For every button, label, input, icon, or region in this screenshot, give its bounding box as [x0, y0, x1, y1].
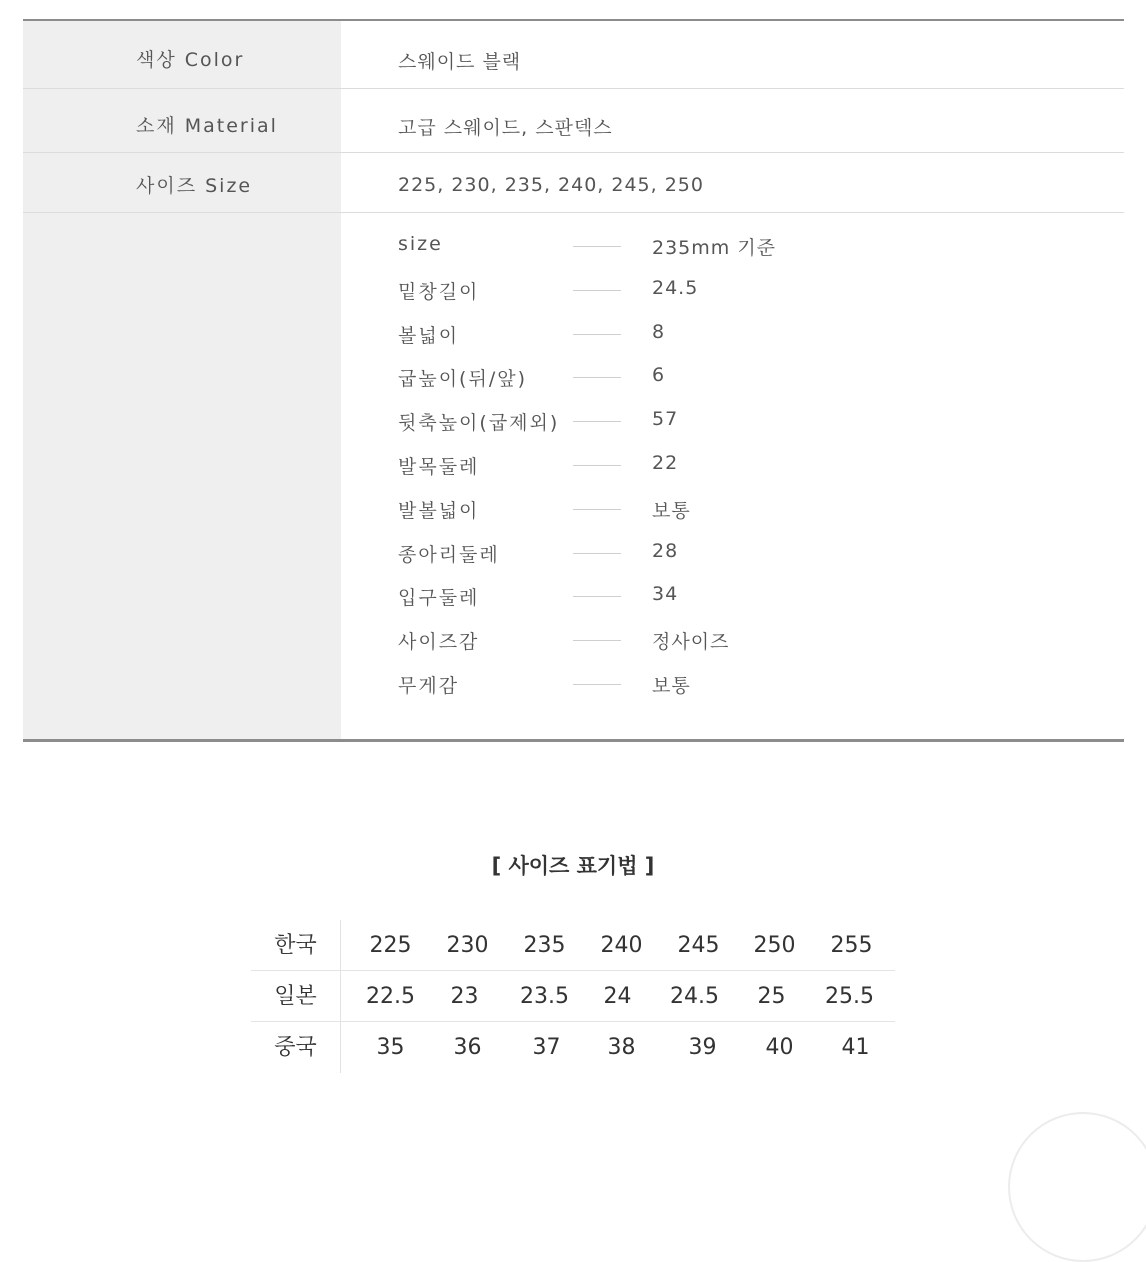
size-cell: 35 [376, 1035, 405, 1060]
spec-value: 고급 스웨이드, 스판덱스 [398, 117, 613, 139]
size-row-korea [251, 920, 895, 971]
detail-divider [573, 421, 621, 422]
detail-name: 종아리둘레 [398, 543, 500, 566]
detail-row [398, 408, 998, 452]
detail-row [398, 364, 998, 408]
detail-divider [573, 553, 621, 554]
detail-row [398, 540, 998, 584]
size-chart-title: [ 사이즈 표기법 ] [491, 854, 655, 878]
size-cell: 39 [688, 1035, 717, 1060]
detail-value: 보통 [652, 674, 691, 697]
size-detail-list [398, 233, 998, 715]
size-cell: 235 [523, 933, 566, 958]
detail-divider [573, 334, 621, 335]
detail-name: 밑창길이 [398, 280, 480, 303]
detail-divider [573, 377, 621, 378]
detail-divider [573, 509, 621, 510]
detail-value: 보통 [652, 499, 691, 522]
detail-value: 8 [652, 320, 666, 343]
detail-value: 235mm 기준 [652, 237, 777, 259]
size-cell: 24.5 [670, 984, 719, 1009]
detail-row [398, 627, 998, 671]
detail-divider [573, 465, 621, 466]
size-cell: 250 [753, 933, 796, 958]
detail-value: 57 [652, 408, 679, 431]
detail-name: 볼넓이 [398, 324, 460, 347]
detail-name: size [398, 233, 443, 255]
detail-row [398, 321, 998, 365]
size-cell: 245 [677, 933, 720, 958]
size-cell: 37 [532, 1035, 561, 1060]
size-cell: 23.5 [520, 984, 569, 1009]
detail-divider [573, 290, 621, 291]
size-row-japan [251, 971, 895, 1022]
size-cell: 41 [841, 1035, 870, 1060]
detail-name: 뒷축높이(굽제외) [398, 412, 560, 435]
detail-name: 무게감 [398, 674, 460, 697]
spec-label: 소재 Material [136, 115, 278, 137]
size-cell: 24 [603, 984, 632, 1009]
size-cell: 230 [446, 933, 489, 958]
detail-row [398, 583, 998, 627]
detail-value: 28 [652, 539, 679, 562]
size-cell: 255 [830, 933, 873, 958]
decorative-circle [1008, 1112, 1146, 1262]
spec-value: 스웨이드 블랙 [398, 51, 522, 73]
size-conversion-table [251, 920, 895, 1073]
detail-row [398, 277, 998, 321]
detail-value: 34 [652, 583, 679, 606]
size-cell: 25 [757, 984, 786, 1009]
size-row-china [251, 1022, 895, 1073]
size-cell: 36 [453, 1035, 482, 1060]
size-cell: 38 [607, 1035, 636, 1060]
spec-label: 색상 Color [136, 49, 245, 71]
detail-name: 발목둘레 [398, 455, 480, 478]
size-cell: 225 [369, 933, 412, 958]
detail-divider [573, 596, 621, 597]
spec-label: 사이즈 Size [136, 175, 253, 197]
size-cell: 23 [450, 984, 479, 1009]
size-cell: 25.5 [825, 984, 874, 1009]
detail-name: 굽높이(뒤/앞) [398, 368, 527, 391]
detail-name: 발볼넓이 [398, 499, 480, 522]
detail-value: 24.5 [652, 276, 699, 299]
country-label: 한국 [251, 920, 341, 971]
size-cell: 40 [765, 1035, 794, 1060]
country-label: 일본 [251, 971, 341, 1022]
detail-divider [573, 684, 621, 685]
detail-value: 정사이즈 [652, 631, 730, 654]
size-cell: 22.5 [366, 984, 415, 1009]
spec-table [23, 19, 1124, 742]
spec-row-color [23, 21, 1124, 89]
spec-row-material [23, 89, 1124, 153]
detail-value: 6 [652, 364, 666, 387]
detail-row [398, 233, 998, 277]
detail-value: 22 [652, 451, 679, 474]
detail-row [398, 671, 998, 715]
spec-value: 225, 230, 235, 240, 245, 250 [398, 174, 704, 196]
country-label: 중국 [251, 1022, 341, 1073]
detail-row [398, 496, 998, 540]
detail-name: 입구둘레 [398, 587, 480, 610]
detail-row [398, 452, 998, 496]
detail-divider [573, 640, 621, 641]
detail-divider [573, 246, 621, 247]
detail-name: 사이즈감 [398, 631, 480, 654]
size-cell: 240 [600, 933, 643, 958]
spec-row-size [23, 153, 1124, 213]
